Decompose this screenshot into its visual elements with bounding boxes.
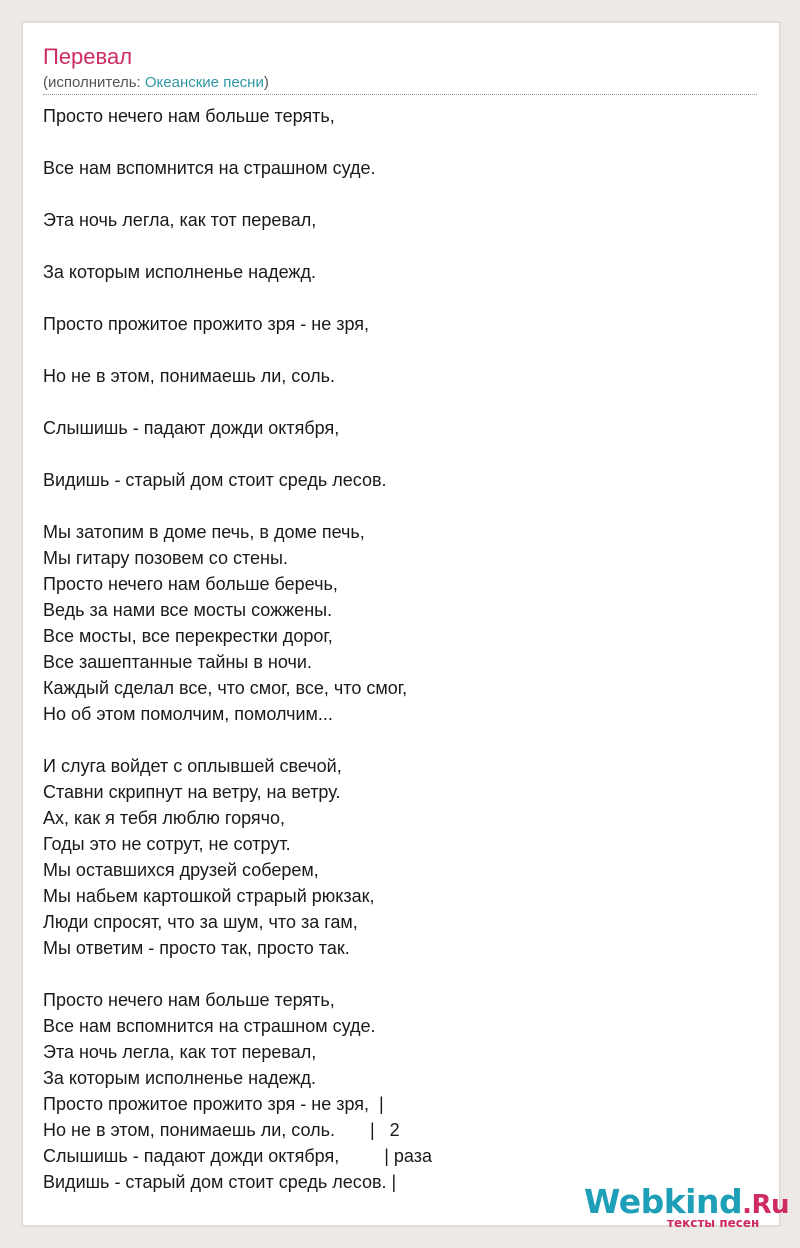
artist-suffix: ) [263,74,269,91]
lyrics-text: Просто нечего нам больше терять, Все нам вспомнится на страшном суде. Эта ночь легла, как тот перевал, За которым исполненье надежд. Просто прожитое прожито зря - не зря, Но не в этом, понимаешь ли, соль. Слышишь - падают дожди октября, Видишь - старый дом стоит средь лесов. Мы затопим в доме печь, в доме печь, Мы гитару позовем со стены. Просто нечего нам больше беречь, Ведь за нами все мосты сожжены. Все мосты, все перекрестки дорог, Все зашептанные тайны в ночи. Каждый сделал все, что смог, все, что смог, Но об этом помолчим, помолчим... И слуга войдет с оплывшей свечой, Ставни скрипнут на ветру, на ветру. Ах, как я тебя люблю горячо, Годы это не сотрут, не сотрут. Мы оставшихся друзей соберем, Мы набьем картошкой страрый рюкзак, Люди спросят, что за шум, что за гам, Мы ответим - просто так, просто так. Просто нечего нам больше терять, Все нам вспомнится на страшном суде. Эта ночь легла, как тот перевал, За которым исполненье надежд. Просто прожитое прожито зря - не зря, | Но не в этом, понимаешь ли, соль. | 2 Слышишь - падают дожди октября, | раза Видишь - старый дом стоит средь лесов. | [43,106,432,1192]
artist-prefix: (исполнитель: [43,74,145,91]
artist-link[interactable]: Океанские песни [144,74,264,91]
site-logo[interactable] [584,1182,790,1231]
song-title: Перевал [43,44,133,69]
artist-line [43,74,269,92]
dotted-divider [43,94,757,95]
logo-tagline: тексты песен [667,1216,760,1230]
logo-domain: .Ru [742,1190,790,1220]
logo-main-text: Webkind [584,1182,743,1221]
lyrics-card [22,22,790,1230]
